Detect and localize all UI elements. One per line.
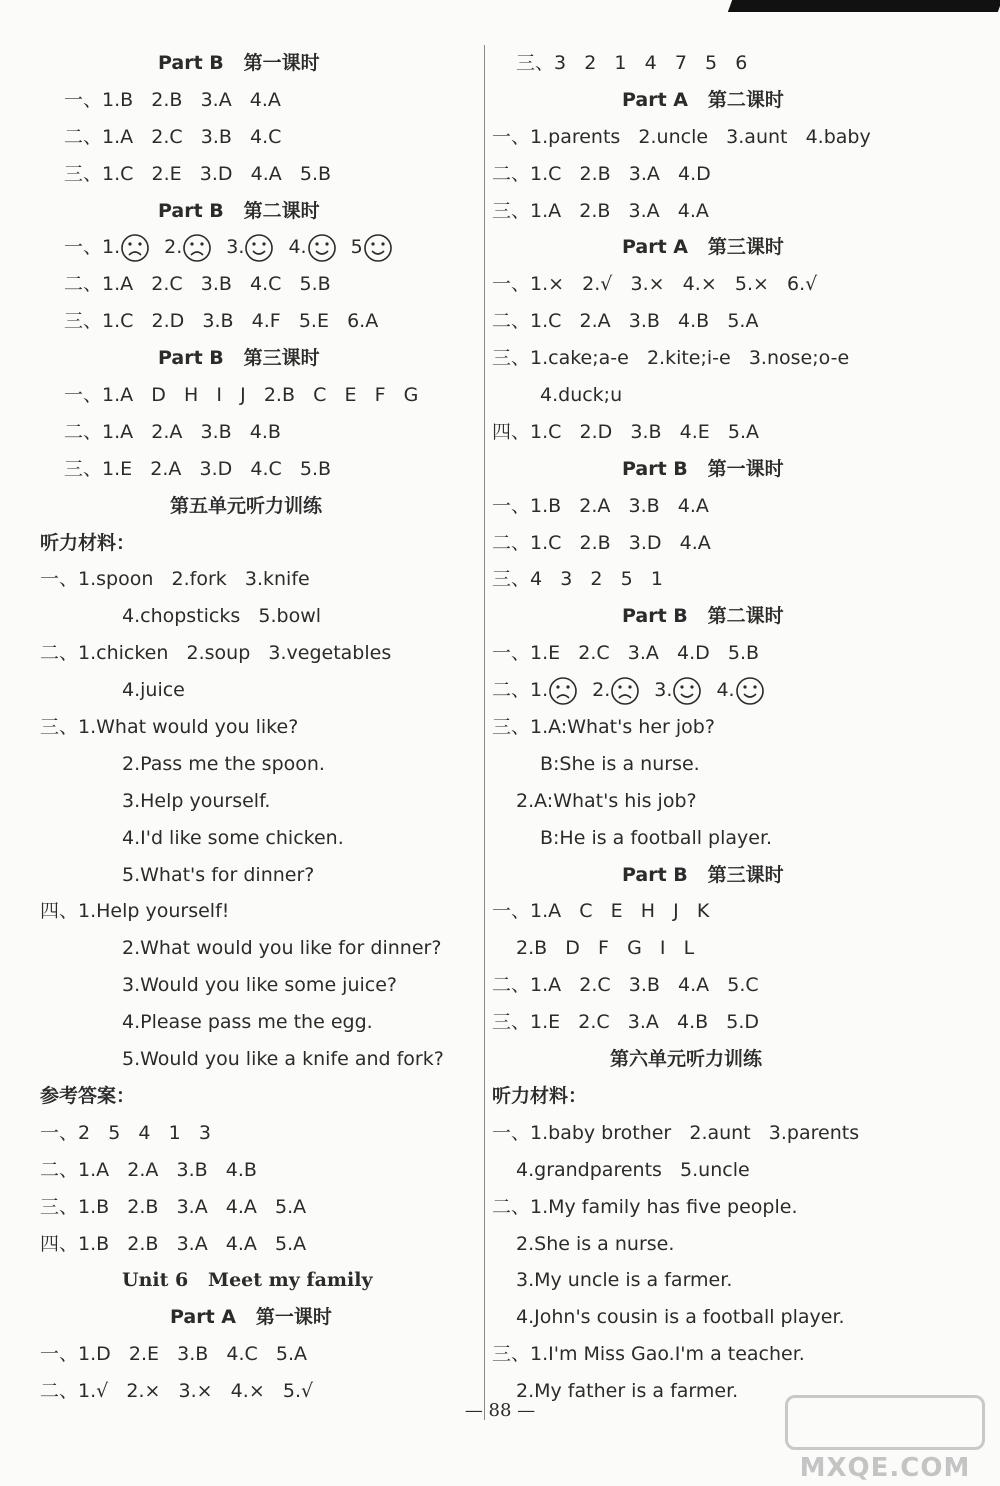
sad-face-icon [610, 676, 640, 706]
answer-line: 一、1.× 2.√ 3.× 4.× 5.× 6.√ [492, 273, 818, 296]
section-heading: 第五单元听力训练 [170, 494, 323, 517]
answer-line: 一、1.parents 2.uncle 3.aunt 4.baby [492, 125, 871, 148]
section-heading: Part B 第三课时 [158, 347, 320, 370]
answer-line: 三、1.E 2.A 3.D 4.C 5.B [64, 457, 332, 480]
answer-line: 三、1.B 2.B 3.A 4.A 5.A [40, 1195, 307, 1218]
row-prefix: 二、 [492, 679, 531, 702]
answer-line: 一、1.B 2.A 3.B 4.A [492, 494, 709, 517]
item-number: 1. [102, 236, 121, 259]
answer-line: 5.Would you like a knife and fork? [122, 1048, 444, 1071]
answer-line: 三、1.I'm Miss Gao.I'm a teacher. [492, 1343, 805, 1366]
smiley-face-icon [672, 676, 702, 706]
smiley-face-icon [244, 233, 274, 263]
answer-line: 二、1.My family has five people. [492, 1195, 798, 1218]
answer-line: 2.What would you like for dinner? [122, 937, 442, 960]
answer-line: 三、1.C 2.E 3.D 4.A 5.B [64, 162, 332, 185]
answer-line: 2.She is a nurse. [516, 1232, 675, 1255]
section-heading: Part B 第三课时 [622, 863, 784, 886]
sad-face-icon [182, 233, 212, 263]
answer-line: 4.grandparents 5.uncle [516, 1158, 750, 1181]
answer-line: 二、1.A 2.C 3.B 4.C [64, 125, 282, 148]
answer-line: 3.Help yourself. [122, 789, 271, 812]
face-answer-row [40, 229, 472, 266]
answer-line: B:She is a nurse. [540, 752, 700, 775]
answer-line: 三、3 2 1 4 7 5 6 [516, 52, 748, 74]
watermark-domain: MXQE.COM [799, 1453, 971, 1483]
answer-line: 2.Pass me the spoon. [122, 752, 325, 775]
answer-line: 一、2 5 4 1 3 [40, 1121, 211, 1144]
face-answer-row [492, 672, 982, 709]
answer-line: 四、1.B 2.B 3.A 4.A 5.A [40, 1232, 307, 1255]
item-number: 2. [164, 236, 183, 259]
smiley-face-icon [307, 233, 337, 263]
watermark [785, 1395, 985, 1485]
right-column [492, 45, 982, 1410]
answer-line: 一、1.baby brother 2.aunt 3.parents [492, 1121, 860, 1144]
answer-line: 一、1.E 2.C 3.A 4.D 5.B [492, 642, 760, 665]
answer-line: 2.A:What's his job? [516, 789, 697, 812]
answer-line: 4.John's cousin is a football player. [516, 1306, 845, 1329]
page-number: — 88 — [464, 1400, 536, 1421]
section-heading: 第六单元听力训练 [610, 1048, 763, 1071]
smiley-face-icon [363, 233, 393, 263]
answer-line: 二、1.C 2.B 3.A 4.D [492, 162, 711, 185]
answer-line: 3.Would you like some juice? [122, 974, 397, 997]
answer-line: 三、4 3 2 5 1 [492, 568, 663, 591]
answer-line: 一、1.D 2.E 3.B 4.C 5.A [40, 1343, 308, 1366]
section-heading: Part A 第一课时 [170, 1306, 332, 1329]
sad-face-icon [548, 676, 578, 706]
answer-line: 三、1.cake;a-e 2.kite;i-e 3.nose;o-e [492, 347, 850, 370]
answer-line: 一、1.B 2.B 3.A 4.A [64, 88, 281, 111]
section-heading: 听力材料： [492, 1084, 588, 1107]
section-heading: 听力材料： [40, 531, 136, 554]
item-number: 3. [226, 236, 245, 259]
section-heading: Part B 第一课时 [622, 457, 784, 480]
answer-line: 一、1.A D H I J 2.B C E F G [64, 384, 419, 407]
top-edge-bar [728, 0, 1000, 12]
answer-line: 2.My father is a farmer. [516, 1380, 739, 1403]
answer-line: Unit 6 Meet my family [122, 1269, 373, 1292]
answer-line: 一、1.spoon 2.fork 3.knife [40, 568, 310, 591]
answer-line: 二、1.A 2.A 3.B 4.B [40, 1158, 257, 1181]
item-number: 1. [530, 679, 549, 702]
answer-line: 三、1.E 2.C 3.A 4.B 5.D [492, 1011, 760, 1034]
answer-line: 5.What's for dinner? [122, 863, 315, 886]
answer-line: 二、1.A 2.C 3.B 4.A 5.C [492, 974, 759, 997]
answer-line: 二、1.C 2.B 3.D 4.A [492, 531, 711, 554]
item-number: 4. [716, 679, 735, 702]
answer-line: 4.duck;u [540, 384, 623, 407]
section-heading: Part B 第一课时 [158, 52, 320, 74]
answer-line: 2.B D F G I L [516, 937, 695, 960]
left-column [40, 45, 472, 1410]
answer-line: 一、1.A C E H J K [492, 900, 710, 923]
section-heading: Part B 第二课时 [622, 605, 784, 628]
answer-line: 二、1.A 2.C 3.B 4.C 5.B [64, 273, 331, 296]
answer-line: 二、1.chicken 2.soup 3.vegetables [40, 642, 392, 665]
answer-line: 4.I'd like some chicken. [122, 826, 344, 849]
section-heading: Part B 第二课时 [158, 199, 320, 222]
answer-line: 二、1.A 2.A 3.B 4.B [64, 420, 281, 443]
item-number: 4. [288, 236, 307, 259]
sad-face-icon [120, 233, 150, 263]
answer-line: 三、1.A:What's her job? [492, 716, 715, 739]
answer-line: 三、1.What would you like? [40, 716, 299, 739]
answer-line: 三、1.C 2.D 3.B 4.F 5.E 6.A [64, 310, 379, 333]
answer-line: 二、1.C 2.A 3.B 4.B 5.A [492, 310, 759, 333]
section-heading: Part A 第二课时 [622, 88, 784, 111]
column-divider [484, 45, 485, 1420]
watermark-logo [785, 1395, 985, 1450]
answer-line: 四、1.C 2.D 3.B 4.E 5.A [492, 420, 760, 443]
item-number: 3. [654, 679, 673, 702]
section-heading: 参考答案： [40, 1084, 136, 1107]
answer-line: 4.chopsticks 5.bowl [122, 605, 322, 628]
answer-line: 三、1.A 2.B 3.A 4.A [492, 199, 709, 222]
answer-line: 4.Please pass me the egg. [122, 1011, 373, 1034]
item-number: 5 [350, 236, 363, 259]
answer-line: 4.juice [122, 679, 185, 702]
item-number: 2. [592, 679, 611, 702]
section-heading: Part A 第三课时 [622, 236, 784, 259]
answer-line: 3.My uncle is a farmer. [516, 1269, 733, 1292]
row-prefix: 一、 [64, 236, 103, 259]
smiley-face-icon [735, 676, 765, 706]
answer-line: 四、1.Help yourself! [40, 900, 230, 923]
answer-line: 二、1.√ 2.× 3.× 4.× 5.√ [40, 1380, 314, 1403]
answer-line: B:He is a football player. [540, 826, 773, 849]
